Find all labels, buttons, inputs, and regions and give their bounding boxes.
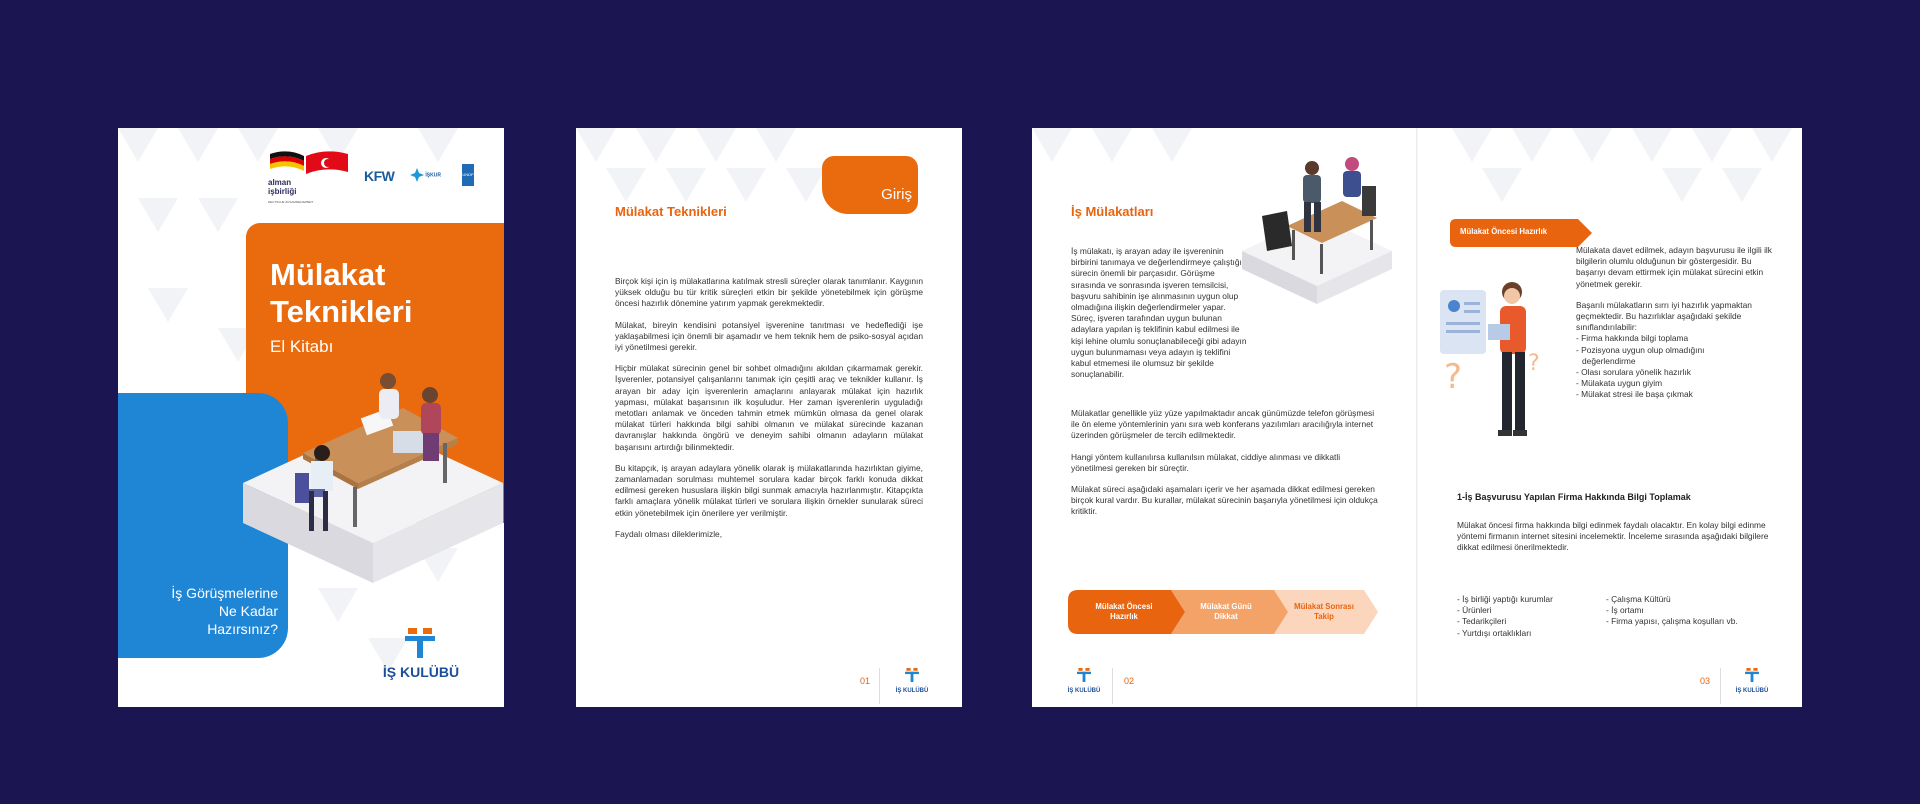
cover-title-line1: Mülakat (270, 257, 386, 292)
interview-text (1071, 246, 1251, 380)
intro-paragraph: Faydalı olması dileklerimizle, (615, 528, 723, 539)
is-kulubu-logo-icon (405, 628, 435, 658)
footer-divider (879, 668, 880, 704)
footer-brand-name: İŞ KULÜBÜ (1735, 688, 1769, 694)
list-item: - Tedarikçileri (1457, 616, 1507, 627)
intro-paragraph: Bu kitapçık, iş arayan adaylara yönelik olarak iş mülakatlarında hazırlıktan giyime, zamanlamadan sorulması muhtemel sorulara kadar birçok farklı konuda dikkat edilmesi gereken hususlara ilişkin bilgi sunmak amacıyla hazırlanmıştır. Kitapçıkta farklı amaçlara yönelik mülakat türleri ve sorulara ilişkin örnekler sunularak süreci etkin yönetebilmek için önerilere yer verilmiştir. (615, 462, 923, 518)
cover-brand-name: İŞ KULÜBÜ (382, 664, 460, 680)
preparation-list-intro: Başarılı mülakatların sırrı iyi hazırlık yapmaktan geçmektedir. Bu hazırlıklar aşağıdaki şekilde sınıflandırılabilir: (1576, 299, 1752, 333)
list-item: - Ürünleri (1457, 605, 1492, 616)
footer-brand-name: İŞ KULÜBÜ (1067, 688, 1101, 694)
footer-divider (1112, 668, 1113, 704)
subsection-paragraph: Mülakat öncesi firma hakkında bilgi edinmek faydalı olacaktır. En kolay bilgi edinme yöntemi firmanın internet sitesini incelemektir. İnceleme sırasında aşağıdaki bilgilere dikkat edilmesi önerilmektedir. (1457, 520, 1769, 553)
step-after (1282, 602, 1366, 622)
step-after-line1: Mülakat Sonrası (1294, 602, 1354, 611)
list-item: - İş birliği yaptığı kurumlar (1457, 594, 1553, 604)
list-item: - Olası sorulara yönelik hazırlık (1576, 367, 1691, 378)
list-item: - Firma yapısı, çalışma koşulları vb. (1606, 616, 1738, 627)
list-item: - Pozisyona uygun olup olmadığını (1576, 344, 1705, 355)
section-tag-label: Mülakat Öncesi Hazırlık (1460, 227, 1548, 236)
preparation-intro (1576, 245, 1776, 401)
page-number: 02 (1124, 676, 1135, 686)
company-info-list-left (1457, 594, 1553, 639)
partner-logos (268, 146, 488, 204)
kfw-logo: KFW (364, 168, 395, 184)
step-day-line2: Dikkat (1214, 612, 1238, 621)
introduction-text (615, 276, 923, 550)
page-spread (1032, 128, 1802, 707)
giris-tab (822, 156, 918, 214)
thinking-person-illustration (1440, 270, 1550, 470)
list-item: - Mülakat stresi ile başa çıkmak (1576, 389, 1693, 400)
cover-question (118, 584, 278, 638)
step-before (1082, 602, 1166, 622)
list-item: - Mülakata uygun giyim (1576, 378, 1663, 389)
alman-logo-subtext: DEUTSCHE ZUSAMMENARBEIT (268, 200, 314, 204)
footer-brand (890, 668, 934, 694)
iskur-icon (410, 168, 424, 182)
page-number: 03 (1700, 676, 1711, 686)
interview-paragraph: Mülakat süreci aşağıdaki aşamaları içerir ve her aşamada dikkat edilmesi gereken birçok kural vardır. Bu kurallar, mülakat sürecinin başarıyla yönetilmesi için oldukça kritiktir. (1071, 484, 1378, 517)
intro-paragraph: Birçok kişi için iş mülakatlarına katılmak stresli süreçler olarak tanımlanır. Kaygının yüksek olduğu bu tür kritik süreçleri etkin bir şekilde yönetebilmek için görüşme öncesi hazırlık dönemine yatırım yapmak gerekmektedir. (615, 276, 923, 309)
list-item: değerlendirme (1582, 355, 1636, 366)
step-before-line2: Hazırlık (1110, 612, 1138, 621)
interview-illustration (243, 353, 503, 603)
list-item: - İş ortamı (1606, 605, 1644, 616)
flags-icon (268, 148, 350, 178)
svg-text:?: ? (1444, 357, 1463, 397)
step-day (1184, 602, 1268, 622)
svg-text:?: ? (1528, 351, 1540, 376)
footer-divider (1720, 668, 1721, 704)
intro-paragraph: Hiçbir mülakat sürecinin genel bir sohbet olmadığını akıldan çıkarmamak gerekir. İşverenler, potansiyel çalışanlarını tanımak için çeşitli araç ve teknikler kullanır. İş arayan bir aday için işverenlerin amaçlarını anlayarak mülakat için hazırlık yapması, mülakat başarısının ilk koşuludur. Her zaman işverenlerin uyguladığı metotları anlamak ve önceden tahmin etmek mümkün olmasa da genel olarak mülakat türleri hakkında bilgi sahibi olmanın ve mülakat sürecinde kazanan davranışlar hakkında öngörü ve deneyim sahibi olmanın adayların mülakat başarısını artırdığı bilinmektedir. (615, 363, 923, 452)
is-kulubu-logo-icon (1745, 668, 1759, 682)
interview-paragraph: Mülakatlar genellikle yüz yüze yapılmaktadır ancak günümüzde telefon görüşmesi ile ön eleme yöntemlerinin yanı sıra web konferans yazılımları aracılığıyla internet üzerinden görüşmeler de tercih edilmektedir. (1071, 408, 1375, 441)
list-item: - Çalışma Kültürü (1606, 594, 1671, 604)
footer-brand (1730, 668, 1774, 694)
giris-label: Giriş (881, 186, 912, 203)
section-title: Mülakat Teknikleri (615, 204, 727, 219)
is-kulubu-logo-icon (1077, 668, 1091, 682)
footer-brand (1062, 668, 1106, 694)
list-item: - Firma hakkında bilgi toplama (1576, 333, 1689, 344)
cover-title (270, 256, 412, 330)
preparation-intro-paragraph: Mülakata davet edilmek, adayın başvurusu ile ilgili ilk bilgilerin olumlu olduğunun bir göstergesidir. Bu başarıyı devam ettirmek için mülakat sürecini etkin yönetmek gerekir. (1576, 245, 1772, 289)
cover-question-line2: Ne Kadar (218, 603, 278, 619)
company-info-list-right (1606, 594, 1738, 628)
interview-paragraph: İş mülakatı, iş arayan aday ile işvereninin birbirini tanımaya ve değerlendirmeye çalıştığı sürecin önemli bir parçasıdır. Görüşme sırasında ve sonrasında işveren temsilcisi, başvuru sahibinin işe alınmasının uygun olup olmadığına ilişkin değerlendirmeler yapar. Süreç, işveren tarafından uygun bulunan adaylara yapılan iş teklifinin kabul edilmesi ile kişi lehine olumlu sonuçlanabileceği gibi adayın uygun bulunmaması veya adayın iş teklifini kabul etmemesi ile olumsuz bir şekilde sonuçlanabilir. (1071, 246, 1247, 380)
isbirligi-logo-text: işbirliği (268, 187, 297, 196)
footer-brand-name: İŞ KULÜBÜ (895, 688, 929, 694)
intro-paragraph: Mülakat, bireyin kendisini potansiyel işverenine tanıtması ve hedeflediği işe yaklaşabilmesi için önemli bir aşamadır ve hem teknik hem de psiko-sosyal açıdan iyi yönetilmesi gerekir. (615, 319, 923, 353)
booklet-cover (118, 128, 504, 707)
interview-paragraph: Hangi yöntem kullanılırsa kullanılsın mülakat, ciddiye alınması ve dikkatli yönetilmesi gereken bir süreçtir. (1071, 451, 1341, 473)
list-item: - Yurtdışı ortaklıkları (1457, 627, 1532, 638)
meeting-illustration (1242, 156, 1392, 306)
cover-title-line2: Teknikleri (270, 294, 413, 329)
iskur-logo-text: İŞKUR (425, 172, 441, 179)
section-title: İş Mülakatları (1071, 204, 1154, 219)
cover-question-line3: Hazırsınız? (207, 621, 278, 637)
subsection-title: 1-İş Başvurusu Yapılan Firma Hakkında Bilgi Toplamak (1457, 492, 1691, 502)
subsection-text (1457, 520, 1777, 564)
preparation-list (1576, 333, 1776, 400)
cover-question-line1: İş Görüşmelerine (171, 585, 278, 601)
step-before-line1: Mülakat Öncesi (1095, 602, 1153, 611)
step-after-line2: Takip (1314, 612, 1334, 621)
alman-logo-text: alman (268, 178, 292, 187)
process-steps (1068, 590, 1378, 634)
page-number: 01 (860, 676, 871, 686)
page-introduction (576, 128, 962, 707)
step-day-line1: Mülakat Günü (1200, 602, 1252, 611)
is-kulubu-logo-icon (905, 668, 919, 682)
iskur-logo (410, 168, 441, 182)
interview-text-cont (1071, 408, 1381, 528)
page-fold (1416, 128, 1418, 707)
cover-subtitle: El Kitabı (270, 337, 334, 356)
undp-logo: UNDP (462, 164, 474, 186)
alman-isbirligi-logo (268, 178, 313, 207)
